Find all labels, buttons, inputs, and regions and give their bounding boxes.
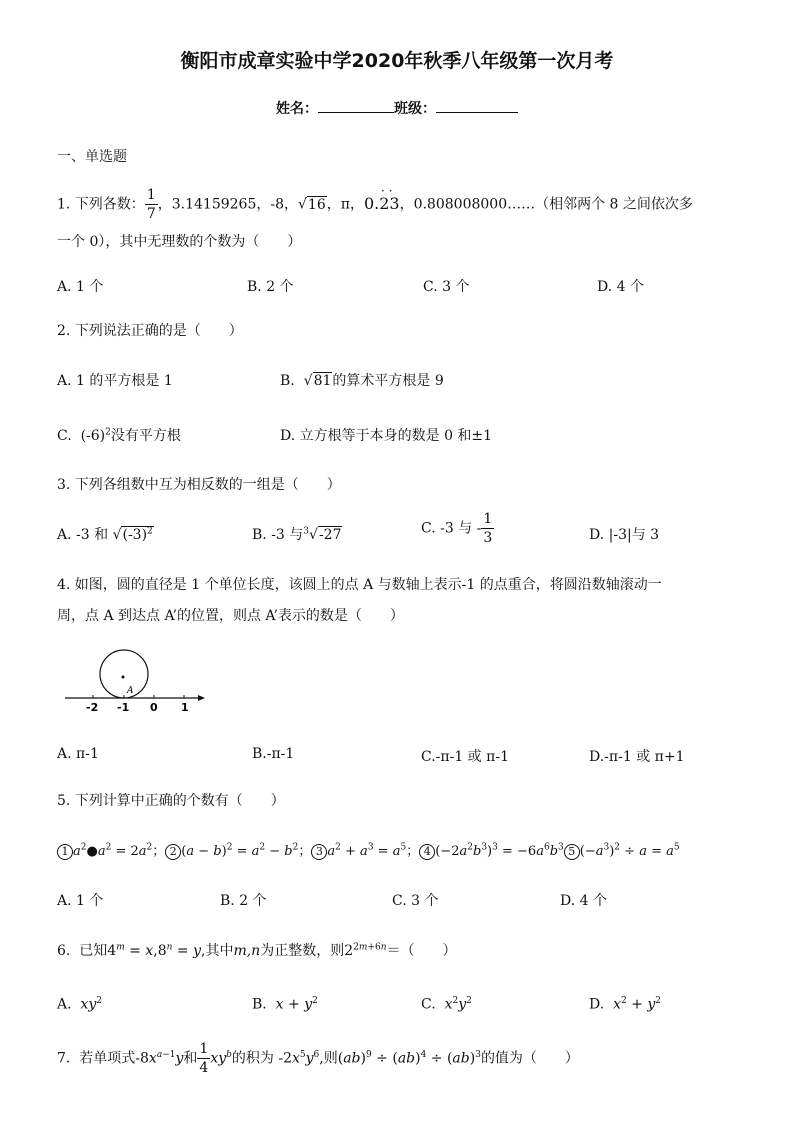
- q6-option-c[interactable]: C. $x^2y^2$: [421, 996, 472, 1013]
- q5-option-d[interactable]: D. 4 个: [560, 893, 607, 909]
- circle-center: [122, 676, 125, 679]
- question-5-stem: 5. 下列计算中正确的个数有（ ）: [57, 793, 285, 809]
- question-3-stem: 3. 下列各组数中互为相反数的一组是（ ）: [57, 477, 341, 493]
- statement-marker: 1: [57, 844, 73, 860]
- statement-marker: 4: [419, 844, 435, 860]
- question-1-line1: [57, 183, 693, 222]
- section-heading: 一、单选题: [57, 149, 127, 165]
- q3-option-b[interactable]: B. -3 与$^3$√-27: [252, 526, 342, 543]
- fraction-one-seventh: $\frac{1}{7}$: [146, 187, 156, 222]
- repeating-decimal: 0.23 · ·: [363, 183, 400, 213]
- question-4-line2: 周，点 A 到达点 A’的位置，则点 A’表示的数是（ ）: [57, 608, 404, 624]
- q5-statements: 1 $a^2●a^2 = 2a^2$； 2 $(a - b)^2 = a^2 - b^2$； 3 $a^2 + a^3 = a^5$； 4 $(-2a^2b^3)^3 = -6a^6b^3$ 5 $(-a^3)^2 \div a = a^5$: [57, 840, 680, 860]
- q4-option-b[interactable]: B.-π-1: [252, 746, 295, 762]
- q1-option-c[interactable]: C. 3 个: [423, 279, 470, 295]
- statement-marker: 2: [165, 844, 181, 860]
- question-6-stem: 6. 已知$4^m = x,8^n = y$,其中m,n为正整数，则$2^{2m+6n}=$（ ）: [57, 942, 457, 959]
- q6-option-a[interactable]: A. $xy^2$: [57, 996, 103, 1013]
- question-1-line2: 一个 0），其中无理数的个数为（ ）: [57, 234, 302, 250]
- question-2-stem: 2. 下列说法正确的是（ ）: [57, 323, 243, 339]
- tick-label: -2: [86, 701, 99, 714]
- q4-option-a[interactable]: A. π-1: [57, 746, 99, 762]
- q3-option-a[interactable]: A. -3 和 $√(-3)^2$: [57, 526, 153, 543]
- sqrt-radicand: 16: [307, 196, 326, 213]
- statement-marker: 5: [564, 844, 580, 860]
- q6-option-d[interactable]: D. $x^2 + y^2$: [589, 996, 662, 1013]
- sqrt-symbol: √: [298, 196, 307, 213]
- name-blank[interactable]: [318, 100, 394, 113]
- q1-option-d[interactable]: D. 4 个: [597, 279, 644, 295]
- q5-option-b[interactable]: B. 2 个: [220, 893, 267, 909]
- point-a-label: A: [127, 686, 134, 696]
- q1-option-b[interactable]: B. 2 个: [247, 279, 294, 295]
- q2-option-b[interactable]: B. √81的算术平方根是 9: [280, 373, 444, 389]
- q2-option-c[interactable]: C. $(-6)^2$没有平方根: [57, 427, 181, 444]
- name-label: 姓名：: [276, 101, 318, 117]
- number-line-figure: [60, 648, 210, 718]
- question-number: 1.: [57, 196, 71, 213]
- q3-option-c[interactable]: C. -3 与 - $\frac{1}{3}$: [421, 511, 493, 546]
- class-label: 班级：: [394, 101, 436, 117]
- statement-marker: 3: [311, 844, 327, 860]
- rolling-circle: [100, 650, 148, 698]
- tick-label: 0: [150, 701, 158, 714]
- question-text: ，3.14159265，-8，: [157, 196, 298, 213]
- q2-option-a[interactable]: A. 1 的平方根是 1: [57, 373, 173, 389]
- q5-option-c[interactable]: C. 3 个: [392, 893, 439, 909]
- tick-label: 1: [181, 701, 189, 714]
- student-info-line: [0, 98, 794, 118]
- question-text: ，π，: [326, 196, 364, 213]
- question-text: ，0.808008000……（相邻两个 8 之间依次多: [399, 196, 693, 213]
- class-blank[interactable]: [436, 100, 518, 113]
- q6-option-b[interactable]: B. $x + y^2$: [252, 996, 318, 1013]
- question-4-line1: 4. 如图，圆的直径是 1 个单位长度，该圆上的点 A 与数轴上表示-1 的点重合，将圆沿数轴滚动一: [57, 577, 662, 593]
- question-7-stem: 7. 若单项式$-8x^{a-1}y$和 $\frac{1}{4}$ $xy^b$的积为 $-2x^5y^6$,则(ab)$^9$ ÷ (ab)$^4$ ÷ (ab)$^3$的值为（ ）: [57, 1041, 579, 1076]
- q2-option-d[interactable]: D. 立方根等于本身的数是 0 和±1: [280, 428, 493, 444]
- q4-option-c[interactable]: C.-π-1 或 π-1: [421, 749, 509, 765]
- axis-arrow: [198, 695, 205, 701]
- q3-option-d[interactable]: D. |-3|与 3: [589, 527, 660, 543]
- q4-option-d[interactable]: D.-π-1 或 π+1: [589, 749, 685, 765]
- q5-option-a[interactable]: A. 1 个: [57, 893, 104, 909]
- question-text: 下列各数：: [74, 196, 145, 213]
- q1-option-a[interactable]: A. 1 个: [57, 279, 104, 295]
- exam-title: 衡阳市成章实验中学2020年秋季八年级第一次月考: [180, 50, 614, 72]
- tick-label: -1: [117, 701, 130, 714]
